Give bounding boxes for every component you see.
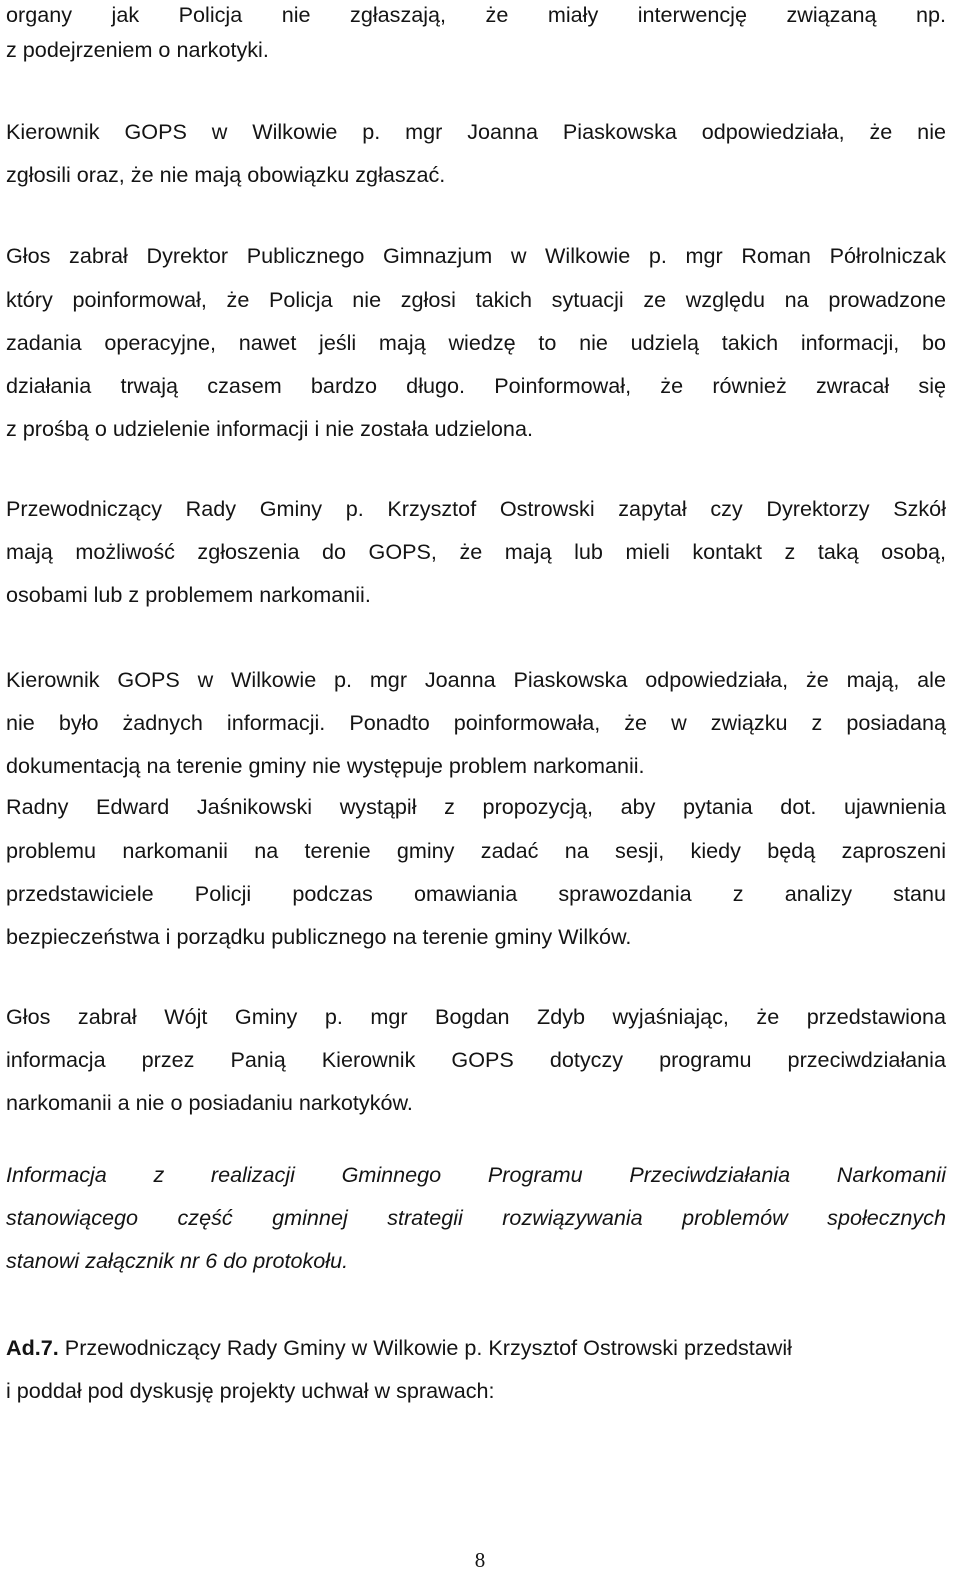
paragraph-line: Przewodniczący Rady Gminy p. Krzysztof Ostrowski zapytał czy Dyrektorzy Szkół	[6, 496, 946, 521]
page-number: 8	[474, 1548, 486, 1572]
paragraph-line: przedstawiciele Policji podczas omawiania sprawozdania z analizy stanu	[6, 881, 946, 906]
paragraph-line: Kierownik GOPS w Wilkowie p. mgr Joanna Piaskowska odpowiedziała, że mają, ale	[6, 667, 946, 692]
paragraph-line: problemu narkomanii na terenie gminy zadać na sesji, kiedy będą zaproszeni	[6, 838, 946, 863]
paragraph-line: który poinformował, że Policja nie zgłosi takich sytuacji ze względu na prowadzone	[6, 287, 946, 312]
attachment-note-line: stanowi załącznik nr 6 do protokołu.	[6, 1248, 349, 1273]
paragraph-line: z prośbą o udzielenie informacji i nie została udzielona.	[6, 416, 533, 441]
paragraph-line: działania trwają czasem bardzo długo. Poinformował, że również zwracał się	[6, 373, 946, 398]
paragraph-line: Głos zabrał Wójt Gminy p. mgr Bogdan Zdyb wyjaśniając, że przedstawiona	[6, 1004, 946, 1029]
paragraph-line: z podejrzeniem o narkotyki.	[6, 37, 269, 62]
agenda-item-line	[6, 1333, 946, 1363]
paragraph-line: zadania operacyjne, nawet jeśli mają wiedzę to nie udzielą takich informacji, bo	[6, 330, 946, 355]
agenda-item-text: Przewodniczący Rady Gminy w Wilkowie p. Krzysztof Ostrowski przedstawił	[58, 1335, 792, 1360]
paragraph-line: dokumentacją na terenie gminy nie występuje problem narkomanii.	[6, 753, 645, 778]
paragraph-line: Radny Edward Jaśnikowski wystąpił z propozycją, aby pytania dot. ujawnienia	[6, 794, 946, 819]
paragraph-line: organy jak Policja nie zgłaszają, że miały interwencję związaną np.	[6, 2, 946, 27]
attachment-note-line: stanowiącego część gminnej strategii rozwiązywania problemów społecznych	[6, 1205, 946, 1230]
paragraph-line: mają możliwość zgłoszenia do GOPS, że mają lub mieli kontakt z taką osobą,	[6, 539, 946, 564]
paragraph-line: zgłosili oraz, że nie mają obowiązku zgłaszać.	[6, 162, 446, 187]
paragraph-line: informacja przez Panią Kierownik GOPS dotyczy programu przeciwdziałania	[6, 1047, 946, 1072]
paragraph-line: Kierownik GOPS w Wilkowie p. mgr Joanna Piaskowska odpowiedziała, że nie	[6, 119, 946, 144]
attachment-note-line: Informacja z realizacji Gminnego Programu Przeciwdziałania Narkomanii	[6, 1162, 946, 1187]
paragraph-line: osobami lub z problemem narkomanii.	[6, 582, 371, 607]
agenda-item-number: Ad.7.	[6, 1335, 59, 1360]
paragraph-line: bezpieczeństwa i porządku publicznego na terenie gminy Wilków.	[6, 924, 632, 949]
agenda-item-line: i poddał pod dyskusję projekty uchwał w sprawach:	[6, 1378, 495, 1403]
paragraph-line: nie było żadnych informacji. Ponadto poinformowała, że w związku z posiadaną	[6, 710, 946, 735]
paragraph-line: Głos zabrał Dyrektor Publicznego Gimnazjum w Wilkowie p. mgr Roman Półrolniczak	[6, 243, 946, 268]
paragraph-line: narkomanii a nie o posiadaniu narkotyków.	[6, 1090, 413, 1115]
